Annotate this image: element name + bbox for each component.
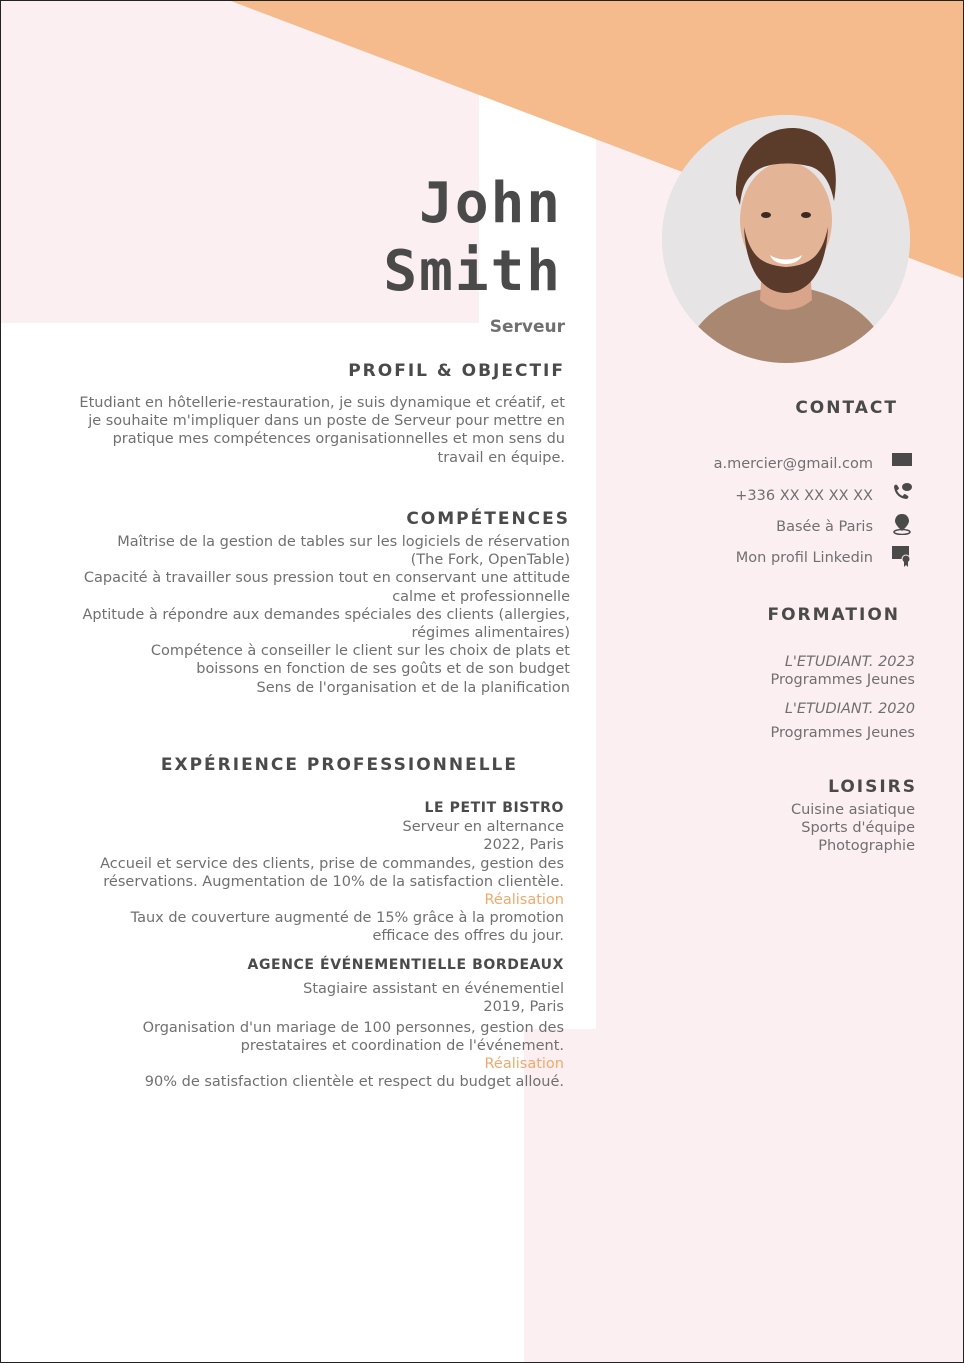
skill-line: (The Fork, OpenTable) — [410, 552, 570, 569]
job-achievement-label: Réalisation — [484, 1056, 564, 1073]
last-name: Smith — [383, 239, 562, 304]
education-heading: FORMATION — [767, 605, 900, 625]
job-description: réservations. Augmentation de 10% de la satisfaction clientèle. — [103, 873, 564, 890]
skill-line: Capacité à travailler sous pression tout en conservant une attitude — [83, 570, 570, 587]
job-achievement-label: Réalisation — [484, 892, 564, 909]
skill-line: Aptitude à répondre aux demandes spéciales des clients (allergies, — [82, 606, 570, 623]
contact-linkedin[interactable]: Mon profil Linkedin — [735, 550, 873, 566]
skills-heading: COMPÉTENCES — [406, 509, 570, 529]
contact-email[interactable]: a.mercier@gmail.com — [713, 456, 873, 472]
profile-text: Etudiant en hôtellerie-restauration, je suis dynamique et créatif, et je souhaite m'impliquer dans un poste de Serveur pour mettre en pratique mes compétences organisationnelles et mon sens du travail en équipe. — [79, 395, 565, 466]
profile-heading: PROFIL & OBJECTIF — [348, 361, 565, 381]
skill-line: Maîtrise de la gestion de tables sur les logiciels de réservation — [117, 534, 570, 550]
job-description: prestataires et coordination de l'événement. — [240, 1037, 564, 1054]
location-pin-icon — [891, 513, 913, 535]
job-date-place: 2019, Paris — [483, 999, 564, 1016]
education-school: L'ETUDIANT. 2023 — [784, 654, 915, 670]
hobby-item: Sports d'équipe — [801, 820, 915, 836]
first-name: John — [419, 171, 562, 236]
hobby-item: Photographie — [818, 838, 915, 854]
education-program: Programmes Jeunes — [770, 672, 915, 688]
skills-list — [10, 533, 570, 697]
job-achievement: Taux de couverture augmenté de 15% grâce à la promotion — [130, 910, 564, 927]
job-position: Serveur en alternance — [402, 819, 564, 836]
education-school: L'ETUDIANT. 2020 — [784, 701, 915, 717]
skill-line: régimes alimentaires) — [411, 625, 570, 642]
experience-heading: EXPÉRIENCE PROFESSIONNELLE — [160, 755, 518, 775]
job-date-place: 2022, Paris — [483, 837, 564, 854]
skill-line: Sens de l'organisation et de la planification — [256, 679, 570, 696]
contact-heading: CONTACT — [795, 398, 898, 418]
hobby-item: Cuisine asiatique — [790, 802, 915, 818]
background-pink-bottom — [524, 1029, 963, 1362]
job-company: LE PETIT BISTRO — [424, 800, 564, 816]
skill-line: Compétence à conseiller le client sur les choix de plats et — [150, 643, 570, 660]
job-position: Stagiaire assistant en événementiel — [303, 981, 564, 998]
job-description: Accueil et service des clients, prise de commandes, gestion des — [100, 855, 564, 872]
profile-photo — [662, 115, 910, 363]
skill-line: boissons en fonction de ses goûts et de son budget — [196, 661, 570, 678]
education-program: Programmes Jeunes — [770, 725, 915, 741]
phone-icon — [891, 481, 913, 503]
hobbies-heading: LOISIRS — [828, 777, 917, 797]
job-description: Organisation d'un mariage de 100 personnes, gestion des — [142, 1019, 564, 1036]
hobbies-list — [791, 801, 915, 855]
contact-phone[interactable]: +336 XX XX XX XX — [735, 488, 873, 504]
job-entry — [143, 956, 564, 1091]
job-entry — [100, 799, 564, 946]
profile-badge-icon — [891, 545, 913, 567]
person-portrait-icon — [662, 115, 910, 363]
contact-location: Basée à Paris — [776, 519, 873, 535]
job-company: AGENCE ÉVÉNEMENTIELLE BORDEAUX — [247, 957, 564, 973]
job-achievement: efficace des offres du jour. — [372, 928, 564, 945]
job-title: Serveur — [489, 317, 565, 337]
skill-line: calme et professionnelle — [392, 588, 570, 605]
job-achievement: 90% de satisfaction clientèle et respect du budget alloué. — [144, 1074, 564, 1091]
envelope-icon — [891, 450, 913, 472]
